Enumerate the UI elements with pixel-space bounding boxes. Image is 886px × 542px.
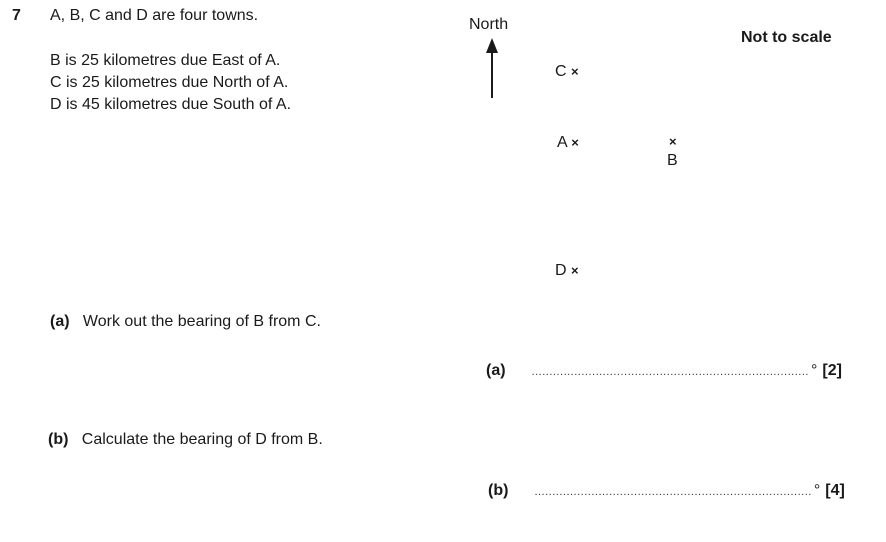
town-d xyxy=(555,262,579,280)
part-a-answer-label: (a) xyxy=(486,362,506,379)
facts-list xyxy=(50,50,291,116)
fact-d: D is 45 kilometres due South of A. xyxy=(50,96,292,113)
question-number: 7 xyxy=(12,7,21,24)
part-b-answer-row xyxy=(488,482,845,500)
town-a-label: A xyxy=(557,134,567,151)
question-intro: A, B, C and D are four towns. xyxy=(50,7,259,24)
town-c-label: C xyxy=(555,63,567,80)
part-a-marks: [2] xyxy=(822,362,842,379)
part-a-answer-field[interactable]: .............................................................................. xyxy=(531,366,809,378)
town-b-cross-icon: × xyxy=(669,134,677,149)
part-b-label: (b) xyxy=(48,431,69,448)
town-d-label: D xyxy=(555,262,567,279)
part-b-answer-field[interactable]: .............................................................................. xyxy=(534,486,812,498)
north-label: North xyxy=(469,16,509,33)
part-a-degree-unit: ° xyxy=(810,362,818,379)
town-c-cross-icon: × xyxy=(571,64,579,79)
part-a-answer-row xyxy=(486,362,842,380)
fact-b: B is 25 kilometres due East of A. xyxy=(50,52,281,69)
town-b-label: B xyxy=(667,152,678,169)
town-a xyxy=(557,134,579,152)
town-c xyxy=(555,63,579,81)
part-b-text: Calculate the bearing of D from B. xyxy=(81,431,323,448)
part-a-label: (a) xyxy=(50,313,70,330)
part-b-question xyxy=(48,431,323,449)
part-b-answer-label: (b) xyxy=(488,482,509,499)
part-a-question xyxy=(50,313,321,331)
not-to-scale-note: Not to scale xyxy=(741,29,832,46)
part-b-marks: [4] xyxy=(825,482,845,499)
town-a-cross-icon: × xyxy=(571,135,579,150)
fact-c: C is 25 kilometres due North of A. xyxy=(50,74,289,91)
part-a-text: Work out the bearing of B from C. xyxy=(82,313,321,330)
north-arrow-icon xyxy=(484,38,500,100)
town-d-cross-icon: × xyxy=(571,263,579,278)
part-b-degree-unit: ° xyxy=(813,482,821,499)
